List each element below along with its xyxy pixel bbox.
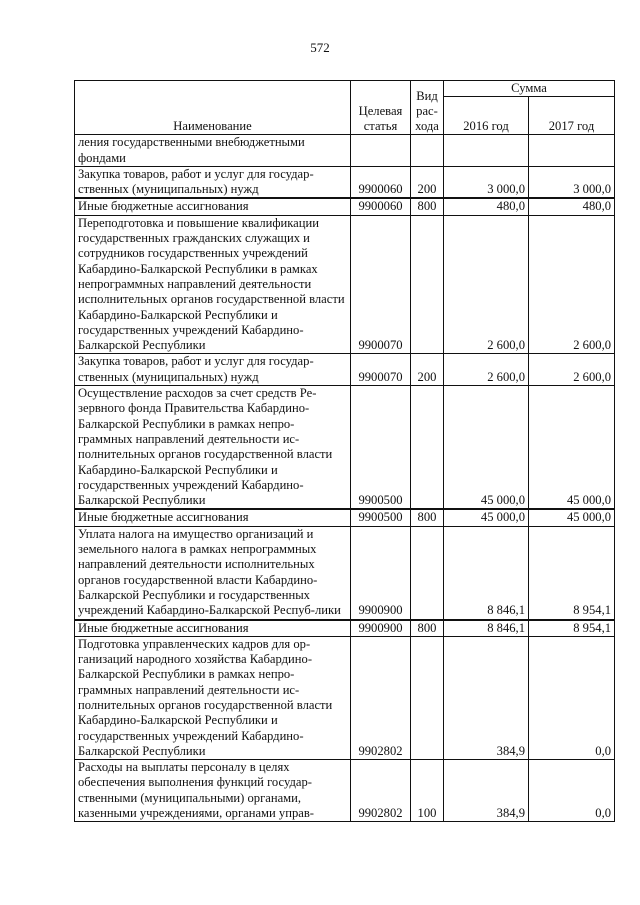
table-row: [75, 526, 615, 619]
row-name: Иные бюджетные ассигнования: [75, 509, 351, 526]
row-expense-type: 800: [411, 620, 444, 637]
header-year-2017: 2017 год: [529, 97, 615, 135]
row-sum-2017: [529, 135, 615, 167]
row-target-article: 9900900: [351, 526, 411, 619]
row-expense-type: [411, 636, 444, 759]
row-target-article: [351, 135, 411, 167]
row-sum-2017: 480,0: [529, 198, 615, 215]
row-sum-2016: 2 600,0: [444, 215, 529, 354]
row-target-article: 9902802: [351, 760, 411, 822]
row-expense-type: 200: [411, 166, 444, 198]
row-expense-type: 200: [411, 354, 444, 386]
row-sum-2016: 2 600,0: [444, 354, 529, 386]
row-expense-type: [411, 135, 444, 167]
row-sum-2016: 480,0: [444, 198, 529, 215]
header-sum: Сумма: [444, 81, 615, 97]
row-expense-type: [411, 215, 444, 354]
row-sum-2017: 2 600,0: [529, 354, 615, 386]
row-sum-2017: 8 954,1: [529, 620, 615, 637]
row-target-article: 9900500: [351, 509, 411, 526]
row-sum-2017: 45 000,0: [529, 386, 615, 510]
row-name: Переподготовка и повышение квалификации государственных гражданских служащих и сотрудников государственных учреждений Кабардино-Балкарской Республики в рамках непрограммных направлений деятельности исполнительных органов государственной власти Кабардино-Балкарской Республики и государственных учреждений Кабардино-Балкарской Республики: [75, 215, 351, 354]
row-name: Закупка товаров, работ и услуг для государ-ственных (муниципальных) нужд: [75, 166, 351, 198]
row-sum-2017: 0,0: [529, 760, 615, 822]
table-row: [75, 354, 615, 386]
row-name: ления государственными внебюджетными фондами: [75, 135, 351, 167]
page-number: 572: [310, 40, 330, 55]
row-sum-2016: 3 000,0: [444, 166, 529, 198]
header-code: Целевая статья: [351, 81, 411, 135]
table-row: [75, 620, 615, 637]
table-row: [75, 636, 615, 759]
row-sum-2017: 0,0: [529, 636, 615, 759]
table-row: [75, 509, 615, 526]
row-sum-2017: 2 600,0: [529, 215, 615, 354]
row-target-article: 9902802: [351, 636, 411, 759]
table-row: [75, 198, 615, 215]
row-name: Иные бюджетные ассигнования: [75, 198, 351, 215]
table-row: [75, 386, 615, 510]
row-name: Уплата налога на имущество организаций и земельного налога в рамках непрограммных направлений деятельности исполнительных органов государственной власти Кабардино-Балкарской Республики и государственных учреждений Кабардино-Балкарской Респуб-лики: [75, 526, 351, 619]
header-kind: Вид рас-хода: [411, 81, 444, 135]
row-name: Подготовка управленческих кадров для ор-ганизаций народного хозяйства Кабардино-Балкарской Республики в рамках непро-граммных направлений деятельности ис-полнительных органов государственной власти Кабардино-Балкарской Республики и государственных учреждений Кабардино-Балкарской Республики: [75, 636, 351, 759]
row-sum-2016: 8 846,1: [444, 620, 529, 637]
row-target-article: 9900900: [351, 620, 411, 637]
row-sum-2016: 8 846,1: [444, 526, 529, 619]
row-name: Расходы на выплаты персоналу в целях обеспечения выполнения функций государ-ственными (муниципальными) органами, казенными учреждениями, органами управ-: [75, 760, 351, 822]
row-target-article: 9900070: [351, 354, 411, 386]
table-row: [75, 215, 615, 354]
header-year-2016: 2016 год: [444, 97, 529, 135]
row-expense-type: 100: [411, 760, 444, 822]
row-sum-2016: 384,9: [444, 760, 529, 822]
row-sum-2016: 384,9: [444, 636, 529, 759]
row-target-article: 9900060: [351, 166, 411, 198]
budget-table: [74, 80, 615, 822]
table-row: [75, 135, 615, 167]
table-row: [75, 760, 615, 822]
row-sum-2016: 45 000,0: [444, 386, 529, 510]
row-name: Закупка товаров, работ и услуг для государ-ственных (муниципальных) нужд: [75, 354, 351, 386]
header-name: Наименование: [75, 81, 351, 135]
row-name: Иные бюджетные ассигнования: [75, 620, 351, 637]
row-target-article: 9900060: [351, 198, 411, 215]
row-expense-type: [411, 386, 444, 510]
row-target-article: 9900500: [351, 386, 411, 510]
row-expense-type: 800: [411, 509, 444, 526]
row-expense-type: 800: [411, 198, 444, 215]
row-sum-2017: 3 000,0: [529, 166, 615, 198]
row-sum-2016: [444, 135, 529, 167]
table-row: [75, 166, 615, 198]
row-name: Осуществление расходов за счет средств Ре-зервного фонда Правительства Кабардино-Балкарской Республики в рамках непро-граммных направлений деятельности ис-полнительных органов государственной власти Кабардино-Балкарской Республики и государственных учреждений Кабардино-Балкарской Республики: [75, 386, 351, 510]
row-target-article: 9900070: [351, 215, 411, 354]
row-sum-2017: 8 954,1: [529, 526, 615, 619]
row-sum-2016: 45 000,0: [444, 509, 529, 526]
row-expense-type: [411, 526, 444, 619]
row-sum-2017: 45 000,0: [529, 509, 615, 526]
